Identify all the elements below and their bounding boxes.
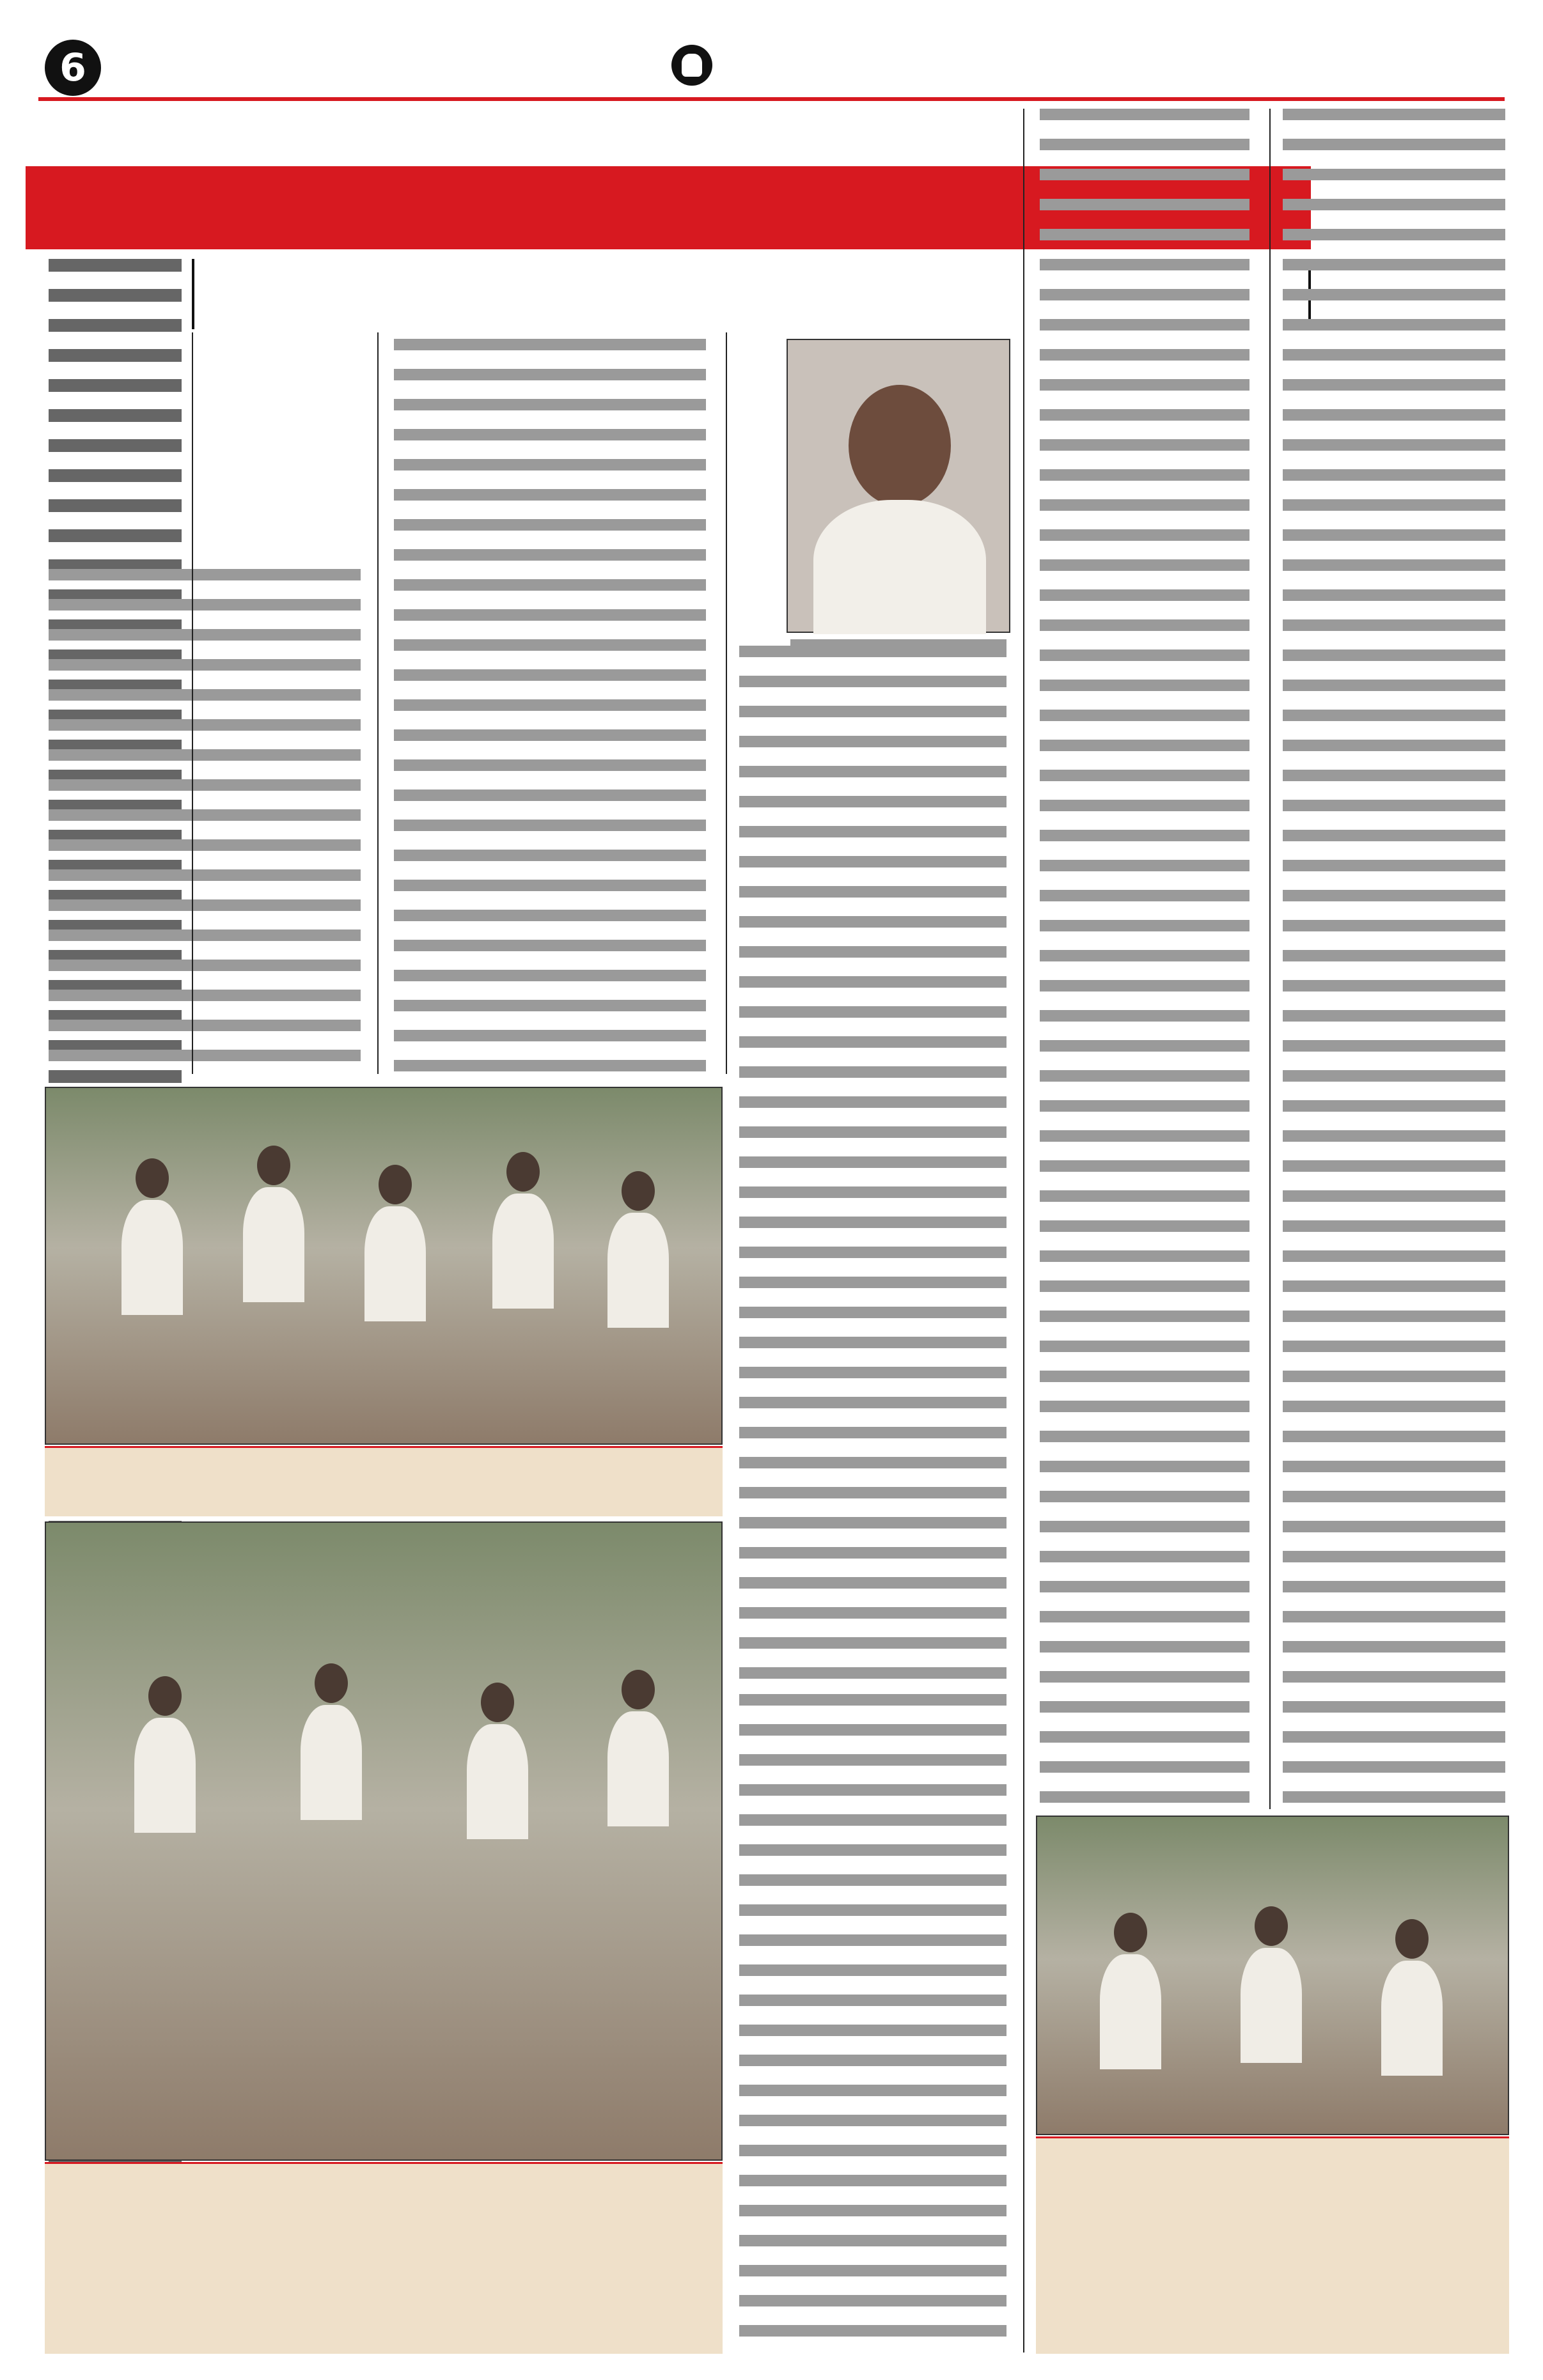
crowd-figure-icon (315, 1663, 348, 1703)
crowd-figure-icon (607, 1711, 669, 1826)
crowd-figure-icon (1395, 1919, 1429, 1959)
crowd-figure-icon (622, 1670, 655, 1709)
crowd-figure-icon (607, 1213, 669, 1328)
article-column-3 (735, 646, 1010, 1681)
page-number: 6 (45, 40, 101, 96)
crowd-figure-icon (1114, 1913, 1147, 1952)
public-meeting-photo (45, 1521, 723, 2161)
crowd-figure-icon (364, 1206, 426, 1321)
photo-caption (45, 2162, 723, 2354)
crowd-figure-icon (148, 1676, 182, 1716)
crowd-figure-icon (467, 1724, 528, 1839)
crowd-figure-icon (1255, 1906, 1288, 1946)
column-rule (192, 332, 193, 1074)
crowd-figure-icon (492, 1194, 554, 1309)
rally-photo (1036, 1816, 1509, 2135)
crowd-figure-icon (1241, 1948, 1302, 2063)
crowd-figure-icon (379, 1165, 412, 1204)
crowd-figure-icon (134, 1718, 196, 1833)
crowd-figure-icon (257, 1146, 290, 1185)
article-column-1 (45, 569, 364, 1074)
column-rule (726, 332, 727, 1074)
article-column-2 (390, 339, 710, 1074)
crowd-figure-icon (506, 1152, 540, 1192)
newspaper-logo-icon (671, 45, 712, 86)
crowd-figure-icon (243, 1187, 304, 1302)
article-column-6 (1279, 109, 1509, 2090)
speaker-portrait-photo (787, 339, 1010, 633)
column-rule (377, 332, 379, 1074)
article-column-3-lower (735, 1694, 1010, 2353)
crowd-figure-icon (136, 1158, 169, 1198)
article-column-5 (1036, 109, 1253, 2090)
crowd-figure-icon (1100, 1954, 1161, 2069)
campaign-photo (45, 1087, 723, 1445)
crowd-figure-icon (121, 1200, 183, 1315)
column-rule (1023, 109, 1024, 2353)
photo-caption (1036, 2136, 1509, 2354)
column-rule (1269, 109, 1271, 1809)
crowd-figure-icon (622, 1171, 655, 1211)
photo-caption (45, 1446, 723, 1516)
crowd-figure-icon (481, 1683, 514, 1722)
crowd-figure-icon (1381, 1961, 1443, 2076)
masthead-rule (38, 97, 1505, 101)
crowd-figure-icon (301, 1705, 362, 1820)
